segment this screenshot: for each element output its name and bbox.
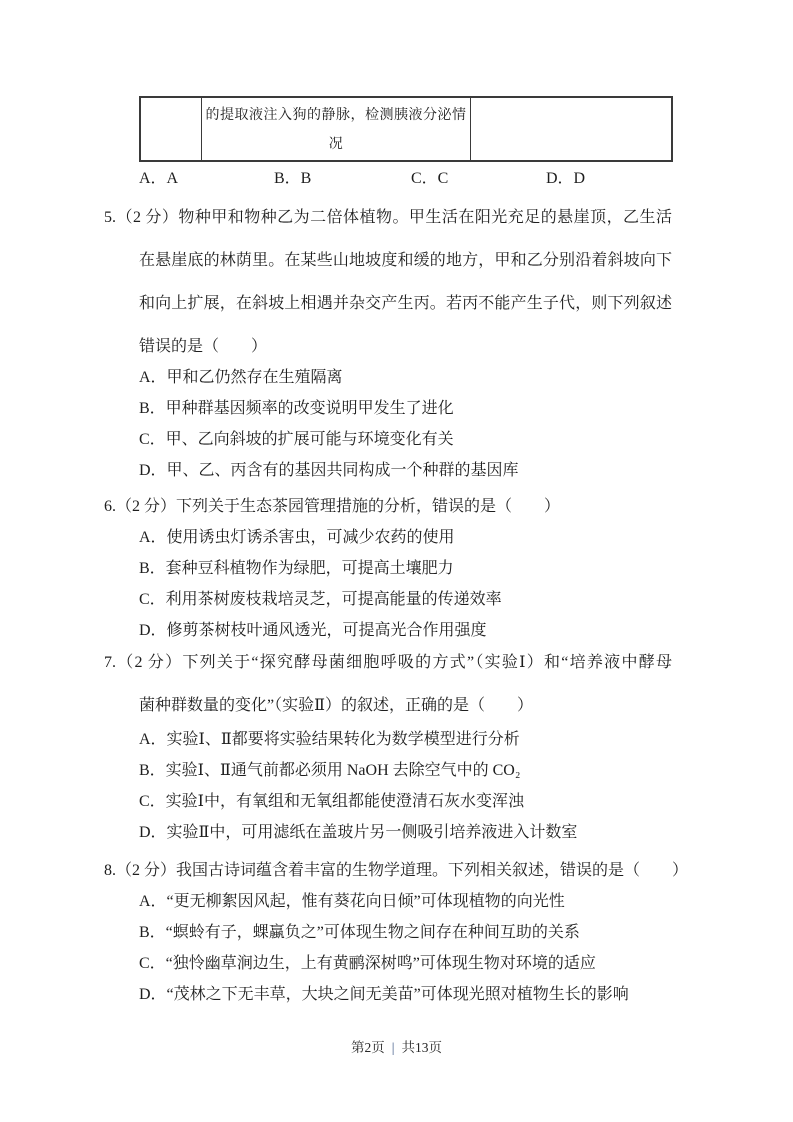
q8-option-c: C．“独怜幽草涧边生，上有黄鹂深树鸣”可体现生物对环境的适应 [139, 955, 596, 972]
table-cell-procedure-text [202, 98, 471, 160]
q5-stem-line-2: 在悬崖底的林荫里。在某些山地坡度和缓的地方，甲和乙分别沿着斜坡向下 [139, 252, 672, 269]
q5-option-b: B．甲种群基因频率的改变说明甲发生了进化 [139, 400, 454, 417]
q6-stem-line-1: 6.（2 分）下列关于生态茶园管理措施的分析，错误的是（ ） [104, 498, 561, 515]
table-cell-right-blank [471, 98, 671, 160]
q7-stem-line-1: 7.（2 分）下列关于“探究酵母菌细胞呼吸的方式”（实验Ⅰ）和“培养液中酵母 [104, 654, 672, 671]
q8-stem-line-1: 8.（2 分）我国古诗词蕴含着丰富的生物学道理。下列相关叙述，错误的是（ ） [104, 862, 689, 879]
table-cell-line: 的提取液注入狗的静脉，检测胰液分泌情 [205, 108, 467, 123]
q5-stem-line-3: 和向上扩展，在斜坡上相遇并杂交产生丙。若丙不能产生子代，则下列叙述 [139, 295, 672, 312]
choice-d: D．D [546, 170, 586, 187]
choice-b: B．B [274, 170, 312, 187]
footer-separator: | [391, 1040, 395, 1055]
q8-option-b: B．“螟蛉有子，蜾蠃负之”可体现生物之间存在种间互助的关系 [139, 924, 580, 941]
q7-stem-line-2: 菌种群数量的变化”（实验Ⅱ）的叙述，正确的是（ ） [139, 697, 533, 714]
q6-option-d: D．修剪茶树枝叶通风透光，可提高光合作用强度 [139, 622, 487, 639]
q8-option-d: D．“茂林之下无丰草，大块之间无美苗”可体现光照对植物生长的影响 [139, 986, 629, 1003]
table-cell-left-blank [141, 98, 202, 160]
page-footer [0, 1036, 793, 1056]
q5-option-c: C．甲、乙向斜坡的扩展可能与环境变化有关 [139, 431, 454, 448]
total-pages: 共13页 [401, 1040, 442, 1055]
q6-option-a: A．使用诱虫灯诱杀害虫，可减少农药的使用 [139, 529, 455, 546]
q7-option-c: C．实验Ⅰ中，有氧组和无氧组都能使澄清石灰水变浑浊 [139, 793, 524, 810]
q6-option-c: C．利用茶树废枝栽培灵芝，可提高能量的传递效率 [139, 591, 502, 608]
continuation-table [139, 96, 673, 162]
choice-a: A．A [139, 170, 179, 187]
page-number: 第2页 [351, 1040, 385, 1055]
q7-option-a: A．实验Ⅰ、Ⅱ都要将实验结果转化为数学模型进行分析 [139, 731, 520, 748]
q5-option-a: A．甲和乙仍然存在生殖隔离 [139, 369, 343, 386]
q5-option-d: D．甲、乙、丙含有的基因共同构成一个种群的基因库 [139, 462, 519, 479]
q6-option-b: B．套种豆科植物作为绿肥，可提高土壤肥力 [139, 560, 454, 577]
q8-option-a: A．“更无柳絮因风起，惟有葵花向日倾”可体现植物的向光性 [139, 893, 565, 910]
q7-option-d: D．实验Ⅱ中，可用滤纸在盖玻片另一侧吸引培养液进入计数室 [139, 824, 578, 841]
choice-c: C．C [411, 170, 449, 187]
q7-option-b: B．实验Ⅰ、Ⅱ通气前都必须用 NaOH 去除空气中的 CO₂ [139, 762, 521, 779]
q5-stem-line-4: 错误的是（ ） [139, 338, 268, 355]
table-cell-line: 况 [328, 137, 344, 152]
q5-stem-line-1: 5.（2 分）物种甲和物种乙为二倍体植物。甲生活在阳光充足的悬崖顶，乙生活 [104, 209, 672, 226]
